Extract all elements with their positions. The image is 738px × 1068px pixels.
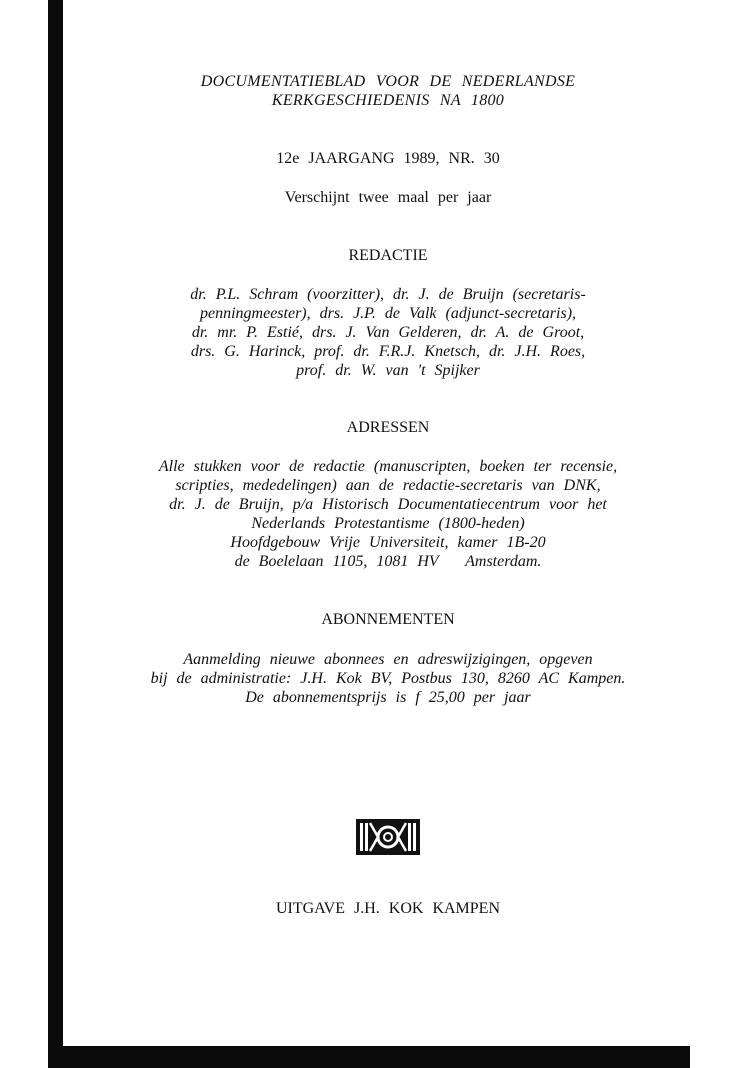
redactie-section (63, 285, 713, 380)
redactie-line: dr. mr. P. Estié, drs. J. Van Gelderen, dr. A. de Groot, (191, 324, 585, 341)
redactie-line: drs. G. Harinck, prof. dr. F.R.J. Knetsch, dr. J.H. Roes, (190, 343, 586, 360)
abonnementen-section (63, 650, 713, 707)
redactie-line: prof. dr. W. van 't Spijker (296, 362, 480, 379)
abonnementen-heading: ABONNEMENTEN (321, 611, 455, 628)
adressen-line: Hoofdgebouw Vrije Universiteit, kamer 1B-20 (230, 534, 546, 551)
adressen-section (63, 457, 713, 571)
abonnementen-line: bij de administratie: J.H. Kok BV, Postbus 130, 8260 AC Kampen. (150, 670, 626, 687)
volume-line: 12e JAARGANG 1989, NR. 30 (276, 150, 500, 167)
kok-publisher-logo-icon (356, 819, 420, 855)
adressen-line: de Boelelaan 1105, 1081 HV Amsterdam. (234, 553, 542, 570)
publisher-imprint: UITGAVE J.H. KOK KAMPEN (275, 900, 501, 917)
bottom-border-bar (48, 1046, 690, 1068)
adressen-line: Alle stukken voor de redactie (manuscripten, boeken ter recensie, (158, 458, 618, 475)
journal-title (63, 72, 713, 110)
adressen-heading: ADRESSEN (346, 419, 430, 436)
left-border-bar (48, 0, 63, 1068)
adressen-line: Nederlands Protestantisme (1800-heden) (251, 515, 525, 532)
adressen-line: scripties, mededelingen) aan de redactie-secretaris van DNK, (175, 477, 601, 494)
colophon-page (63, 0, 713, 1040)
abonnementen-line: De abonnementsprijs is f 25,00 per jaar (245, 689, 531, 706)
redactie-heading: REDACTIE (348, 247, 428, 264)
redactie-line: penningmeester), drs. J.P. de Valk (adjunct-secretaris), (199, 305, 577, 322)
abonnementen-line: Aanmelding nieuwe abonnees en adreswijzigingen, opgeven (183, 651, 593, 668)
frequency-line: Verschijnt twee maal per jaar (284, 189, 492, 206)
adressen-line: dr. J. de Bruijn, p/a Historisch Documentatiecentrum voor het (169, 496, 607, 513)
redactie-line: dr. P.L. Schram (voorzitter), dr. J. de Bruijn (secretaris- (190, 286, 586, 303)
journal-title-line-2: KERKGESCHIEDENIS NA 1800 (271, 92, 505, 109)
journal-title-line-1: DOCUMENTATIEBLAD VOOR DE NEDERLANDSE (200, 73, 576, 90)
